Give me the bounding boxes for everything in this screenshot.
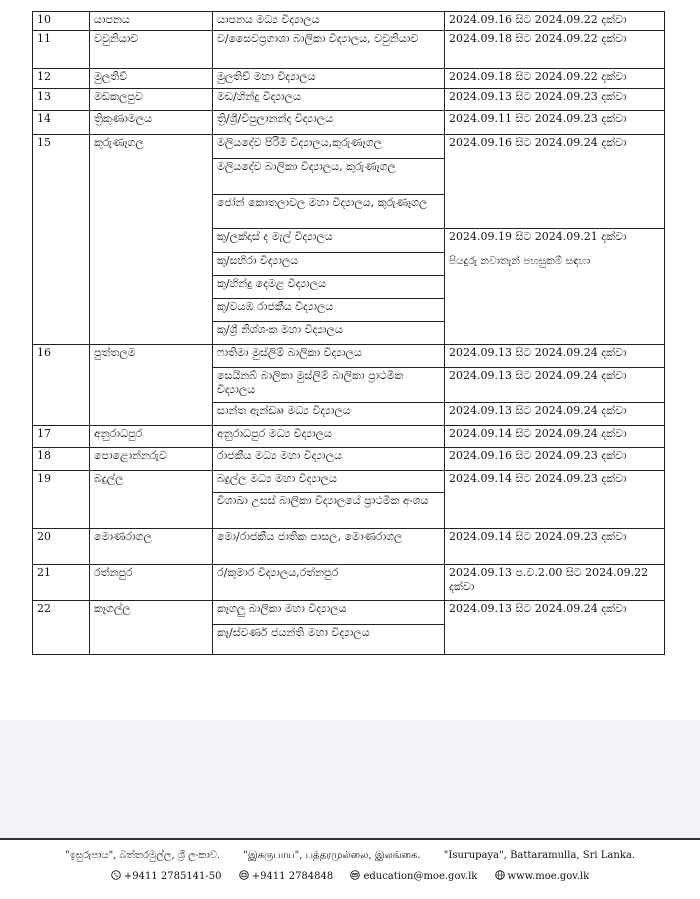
- table-row: [33, 565, 665, 601]
- date-range: 2024.09.14 සිට 2024.09.23 දක්වා: [445, 529, 665, 565]
- school-name: ව/සෛවප්‍රගාශා බාලිකා විද්‍යාලය, වවුනියාව: [213, 31, 445, 69]
- school-name: කු/වයඹ රාජකීය විද්‍යාලය: [213, 299, 445, 322]
- district-name: කෑගල්ල: [90, 601, 213, 655]
- school-name: ර/කුමාර විද්‍යාලය,රත්නපුර: [213, 565, 445, 601]
- row-number: 10: [33, 12, 90, 31]
- table-row: [33, 601, 665, 625]
- school-name: බදුල්ල මධ්‍ය මහා විද්‍යාලය: [213, 471, 445, 493]
- school-name: සෙයිනබ් බාලිකා මුස්ලිම් බාලිකා ප්‍රාථමික විද්‍යාලය: [213, 368, 445, 403]
- school-name: මො/රාජකීය ජාතික පාසල, මොණරාගල: [213, 529, 445, 565]
- email-address: education@moe.gov.lk: [363, 871, 478, 882]
- row-number: 12: [33, 69, 90, 89]
- web-icon: [495, 870, 505, 880]
- date-range: 2024.09.13 සිට 2024.09.24 දක්වා: [445, 368, 665, 403]
- date-range: 2024.09.13 ප.ව.2.00 සිට 2024.09.22 දක්වා: [445, 565, 665, 601]
- address-tamil: "இசுருபாய", பத்தரமுல்லை, இலங்கை.: [243, 850, 421, 861]
- fax-icon: [239, 870, 249, 880]
- school-name: කෑ/ස්වර්ණ ජයන්ති මහා විද්‍යාලය: [213, 625, 445, 655]
- date-range: 2024.09.11 සිට 2024.09.23 දක්වා: [445, 111, 665, 135]
- district-name: පුත්තලම: [90, 345, 213, 426]
- row-number: 20: [33, 529, 90, 565]
- note-text: පියදුරු නවාතැන් පහසුකම් සඳහා: [449, 255, 591, 267]
- table-row: [33, 69, 665, 89]
- district-name: මුලතිව්: [90, 69, 213, 89]
- row-number: 16: [33, 345, 90, 426]
- phone-contact: [111, 870, 222, 882]
- accommodation-schedule-table: [32, 11, 665, 655]
- row-number: 19: [33, 471, 90, 529]
- date-range: 2024.09.18 සිට 2024.09.22 දක්වා: [445, 31, 665, 69]
- website-url: www.moe.gov.lk: [507, 871, 590, 882]
- fax-number: +9411 2784848: [251, 871, 334, 882]
- row-number: 15: [33, 135, 90, 345]
- table-row: [33, 448, 665, 471]
- date-range: 2024.09.19 සිට 2024.09.21 දක්වා: [449, 230, 627, 243]
- phone-number: +9411 2785141-50: [123, 871, 222, 882]
- row-number: 11: [33, 31, 90, 69]
- date-range: 2024.09.13 සිට 2024.09.24 දක්වා: [445, 403, 665, 426]
- school-name: මඩ/හින්දු විද්‍යාලය: [213, 89, 445, 111]
- email-contact: [350, 870, 477, 882]
- table-row: [33, 12, 665, 31]
- table-row: [33, 345, 665, 368]
- district-name: මඩකලපුව: [90, 89, 213, 111]
- district-name: යාපනය: [90, 12, 213, 31]
- address-line: [0, 850, 700, 862]
- date-range: 2024.09.14 සිට 2024.09.23 දක්වා: [445, 471, 665, 529]
- district-name: වවුනියාව: [90, 31, 213, 69]
- school-name: මලියදේව පිරිමි විද්‍යාලය,කුරුණෑගල: [213, 135, 445, 159]
- school-name: ජෝන් කොතලාවල මහා විද්‍යාලය, කුරුණෑගල: [213, 195, 445, 229]
- school-name: විශාඛා උසස් බාලිකා විද්‍යාලයේ ප්‍රාථමික අංශය: [213, 493, 445, 529]
- contact-line: [0, 870, 700, 882]
- phone-icon: [111, 870, 121, 880]
- row-number: 18: [33, 448, 90, 471]
- table-row: [33, 529, 665, 565]
- school-name: සාන්ත ඇන්ඩ්‍රූ මධ්‍ය විද්‍යාලය: [213, 403, 445, 426]
- table-row: [33, 111, 665, 135]
- school-name: කු/සභිරා විද්‍යාලය: [213, 253, 445, 276]
- table-row: [33, 135, 665, 159]
- date-range: 2024.09.13 සිට 2024.09.24 දක්වා: [445, 601, 665, 655]
- school-name: රාජකීය මධ්‍ය මහා විද්‍යාලය: [213, 448, 445, 471]
- table-row: [33, 471, 665, 493]
- school-name: අනුරාධපුර මධ්‍ය විද්‍යාලය: [213, 426, 445, 448]
- school-name: මුලතිව් මහා විද්‍යාලය: [213, 69, 445, 89]
- address-sinhala: "ඉසුරුපාය", බත්තරමුල්ල, ශ්‍රී ලංකාව.: [64, 850, 221, 861]
- table-row: [33, 31, 665, 69]
- district-name: අනුරාධපුර: [90, 426, 213, 448]
- school-name: ත්‍රි/ශ්‍රී/විපුලානන්ද විද්‍යාලය: [213, 111, 445, 135]
- table-row: [33, 89, 665, 111]
- web-contact: [495, 870, 590, 882]
- school-name: යාපනය මධ්‍ය විද්‍යාලය: [213, 12, 445, 31]
- email-icon: [350, 870, 360, 880]
- date-range: 2024.09.13 සිට 2024.09.24 දක්වා: [445, 345, 665, 368]
- table-row: [33, 426, 665, 448]
- row-number: 17: [33, 426, 90, 448]
- district-name: රත්නපුර: [90, 565, 213, 601]
- date-range: 2024.09.16 සිට 2024.09.24 දක්වා: [445, 135, 665, 229]
- school-name: කෑගලු බාලිකා මහා විද්‍යාලය: [213, 601, 445, 625]
- school-name: ෆාතිමා මුස්ලිම් බාලිකා විද්‍යාලය: [213, 345, 445, 368]
- row-number: 22: [33, 601, 90, 655]
- date-range: 2024.09.14 සිට 2024.09.24 දක්වා: [445, 426, 665, 448]
- district-name: කුරුණෑගල: [90, 135, 213, 345]
- district-name: ත්‍රිකුණාමලය: [90, 111, 213, 135]
- date-range: 2024.09.18 සිට 2024.09.22 දක්වා: [445, 69, 665, 89]
- row-number: 21: [33, 565, 90, 601]
- date-range: 2024.09.13 සිට 2024.09.23 දක්වා: [445, 89, 665, 111]
- date-range: 2024.09.16 සිට 2024.09.23 දක්වා: [445, 448, 665, 471]
- fax-contact: [239, 870, 334, 882]
- district-name: පොළොන්නරුව: [90, 448, 213, 471]
- school-name: කු/ලක්දාස් ද මැල් විද්‍යාලය: [213, 229, 445, 253]
- school-name: මලියදේව බාලිකා විද්‍යාලය, කුරුණෑගල: [213, 159, 445, 195]
- district-name: මොණරාගල: [90, 529, 213, 565]
- letterhead-footer: [0, 838, 700, 899]
- district-name: බදුල්ල: [90, 471, 213, 529]
- school-name: කු/ශ්‍රී නිශ්ශංක මහා විද්‍යාලය: [213, 322, 445, 345]
- date-range: 2024.09.16 සිට 2024.09.22 දක්වා: [445, 12, 665, 31]
- row-number: 13: [33, 89, 90, 111]
- row-number: 14: [33, 111, 90, 135]
- school-name: කු/හින්දු දෙමළ විද්‍යාලය: [213, 276, 445, 299]
- address-english: "Isurupaya", Battaramulla, Sri Lanka.: [443, 850, 636, 861]
- date-range-with-note: [445, 229, 665, 345]
